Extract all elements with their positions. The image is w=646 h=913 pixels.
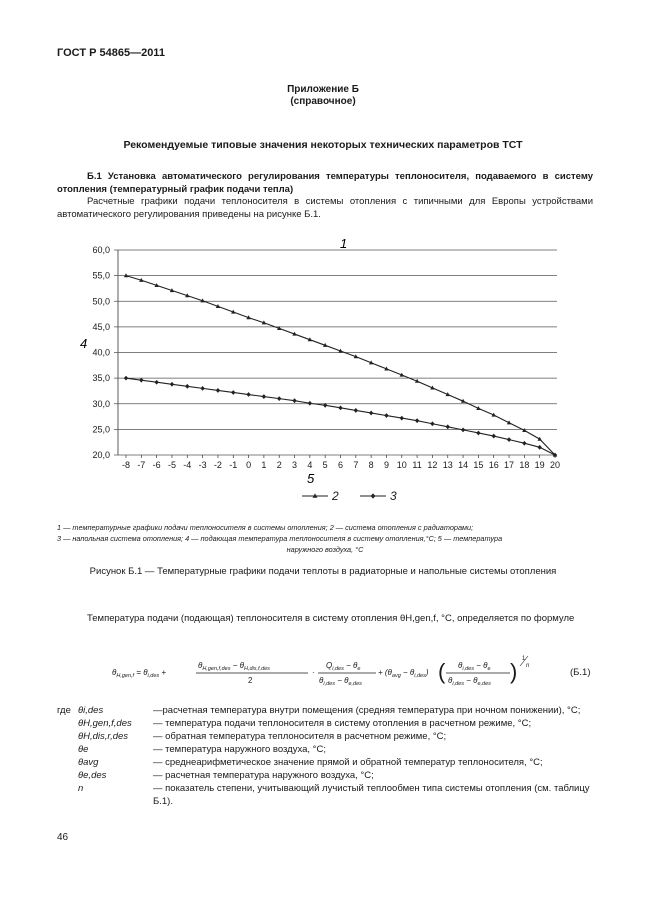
svg-text:θi,des − θe,des: $\theta_{i,des} - \theta_{e,des}$ [448,676,491,687]
data-point [246,392,250,397]
x-tick-label: -7 [137,460,146,470]
x-tick-label: -5 [167,460,176,470]
chart-series [124,273,557,457]
svg-text:2: 2 [248,676,253,685]
x-tick-label: -2 [213,460,222,470]
definition-text: — температура наружного воздуха, °С; [153,744,326,755]
y-tick-label: 30,0 [92,398,110,409]
definition-row [57,782,597,808]
data-point [354,408,358,413]
data-point [308,401,312,406]
legend-label: 3 [390,489,397,503]
y-tick-label: 40,0 [92,347,110,358]
svg-text:θH,gen,f,des − θH,dis,f,des: $\theta_{H,gen,f,des} - \theta_{H,dis,f,des}$ [198,661,270,672]
svg-text:θi,des − θe,des: $\theta_{i,des} - \theta_{e,des}$ [319,676,362,687]
appendix-type: (справочное) [290,96,356,107]
definition-row [57,743,597,756]
y-tick-label: 50,0 [92,296,110,307]
formula-b1 [100,652,600,692]
series-line-2 [126,276,555,455]
definition-row [57,756,597,769]
x-tick-label: 8 [368,460,374,470]
definition-text: — показатель степени, учитывающий лучистый теплообмен типа системы отопления (см. таблицу Б.1). [153,783,590,807]
data-point [430,421,434,426]
data-point [537,445,541,450]
svg-text:θi,des − θe: $\theta_{i,des} - \theta_e$ [458,661,491,672]
y-axis-label: 4 [80,336,88,351]
definition-symbol: θe [78,744,89,755]
x-tick-label: 6 [337,460,344,470]
page-number: 46 [57,832,69,843]
svg-text:+ (θavg − θi,des): + $(\theta_{avg} - \theta_{i,des})$ [378,668,429,679]
x-tick-label: 3 [292,460,298,470]
y-tick-label: 55,0 [92,270,110,281]
x-tick-label: -3 [198,460,207,470]
y-tick-labels [92,245,110,460]
y-tick-label: 20,0 [92,450,110,460]
x-tick-label: 18 [519,460,530,470]
data-point [476,431,480,436]
paragraph-intro: Расчетные графики подачи теплоносителя в системы отопления с типичными для Европы устройствами автоматического регулирования приведены на рисунке Б.1. [57,196,593,220]
y-tick-label: 35,0 [92,373,110,384]
data-point [124,273,128,277]
data-point [522,441,526,446]
data-point [369,411,373,416]
data-point [492,434,496,439]
x-tick-label: 16 [488,460,499,470]
y-tick-label: 45,0 [92,321,110,332]
x-tick-label: 12 [427,460,438,470]
svg-text:1: 1 [522,656,526,662]
x-tick-label: 4 [307,460,313,470]
legend-marker [371,493,376,498]
data-point [384,413,388,418]
equation-number: (Б.1) [570,667,591,678]
data-point [154,380,158,385]
data-point [446,424,450,429]
svg-text:): ) [510,659,518,684]
paragraph-formula-intro: Температура подачи (подающая) теплоносителя в систему отопления θH,gen,f, °C, определяется по формуле [87,613,575,624]
figure-note-line: 3 — напольная система отопления; 4 — подающая температура теплоносителя в систему отопления,°С; 5 — температура [57,534,503,543]
x-tick-label: -6 [152,460,161,470]
definition-row [57,717,597,730]
data-point [262,394,266,399]
x-tick-label: -1 [229,460,238,470]
document-header: ГОСТ Р 54865—2011 [57,47,165,59]
definition-row [57,730,597,743]
data-point [461,427,465,432]
temperature-chart [70,232,590,510]
data-point [507,437,511,442]
svg-text:(: ( [438,659,446,684]
data-point [216,388,220,393]
x-axis-label: 5 [307,471,315,486]
x-tick-label: 7 [353,460,359,470]
data-point [185,384,189,389]
x-tick-label: 17 [504,460,515,470]
definition-symbol: θi,des [78,705,104,716]
appendix-title: Приложение Б [287,84,359,95]
definition-symbol: θe,des [78,770,107,781]
x-tick-label: 1 [261,460,267,470]
x-tick-label: 13 [442,460,453,470]
definition-text: — среднеарифметическое значение прямой и обратной температур теплоносителя, °С; [153,757,543,768]
x-tick-label: -4 [183,460,192,470]
series-line-3 [126,378,555,455]
data-point [139,378,143,383]
x-tick-label: 19 [534,460,545,470]
definition-text: — расчетная температура наружного воздуха, °С; [153,770,374,781]
x-tick-label: 14 [458,460,469,470]
data-point [292,398,296,403]
svg-text:θH,gen,f = θi,des +: $\theta_{H,gen,f} = \theta_{i,des}$ + [112,668,167,679]
x-tick-labels [122,460,560,470]
data-point [170,382,174,387]
chart-grid [114,250,557,458]
subsection-heading: Б.1 Установка автоматического регулирования температуры теплоносителя, подаваемого в систему отопления (температурный график подачи тепла) [57,171,593,195]
data-point [338,405,342,410]
x-tick-label: 0 [246,460,252,470]
data-point [200,386,204,391]
definition-row [57,769,597,782]
x-tick-label: 5 [322,460,328,470]
svg-text:n: n [526,663,530,669]
definition-symbol: n [78,783,84,794]
chart-label-1: 1 [340,236,348,251]
x-tick-label: 10 [396,460,407,470]
x-tick-label: -8 [121,460,131,470]
figure-caption: Рисунок Б.1 — Температурные графики подачи теплоты в радиаторные и напольные системы отопления [89,566,557,577]
definition-key: где [57,705,71,716]
y-tick-label: 60,0 [92,245,110,255]
definition-symbol: θavg [78,757,99,768]
definition-symbol: θH,dis,r,des [78,731,129,742]
x-tick-label: 15 [473,460,484,470]
definition-symbol: θH,gen,f,des [78,718,132,729]
figure-note-line: наружного воздуха, °С [286,545,364,554]
y-tick-label: 25,0 [92,424,110,435]
x-tick-label: 11 [412,460,422,470]
x-tick-label: 9 [383,460,389,470]
symbol-definitions [57,704,597,808]
chart-legend [302,489,397,503]
data-point [231,390,235,395]
x-tick-label: 20 [549,460,561,470]
definition-text: — обратная температура теплоносителя в расчетном режиме, °С; [153,731,447,742]
legend-label: 2 [332,489,339,503]
figure-note-line: 1 — температурные графики подачи теплоносителя в системы отопления; 2 — система отопления с радиаторами; [57,523,474,532]
data-point [124,376,128,381]
figure-notes [57,522,593,555]
data-point [400,416,404,421]
definition-row [57,704,597,717]
definition-text: —расчетная температура внутри помещения (средняя температура при ночном понижении), °С; [153,705,581,716]
x-tick-label: 2 [276,460,282,470]
data-point [277,396,281,401]
data-point [415,418,419,423]
svg-text:·: · [312,668,315,677]
definition-text: — температура подачи теплоносителя в систему отопления в расчетном режиме, °С; [153,718,532,729]
svg-text:Qi,des − θe: $Q_{i,des} - \theta_e$ [326,661,361,672]
section-title: Рекомендуемые типовые значения некоторых технических параметров ТСТ [123,139,523,151]
